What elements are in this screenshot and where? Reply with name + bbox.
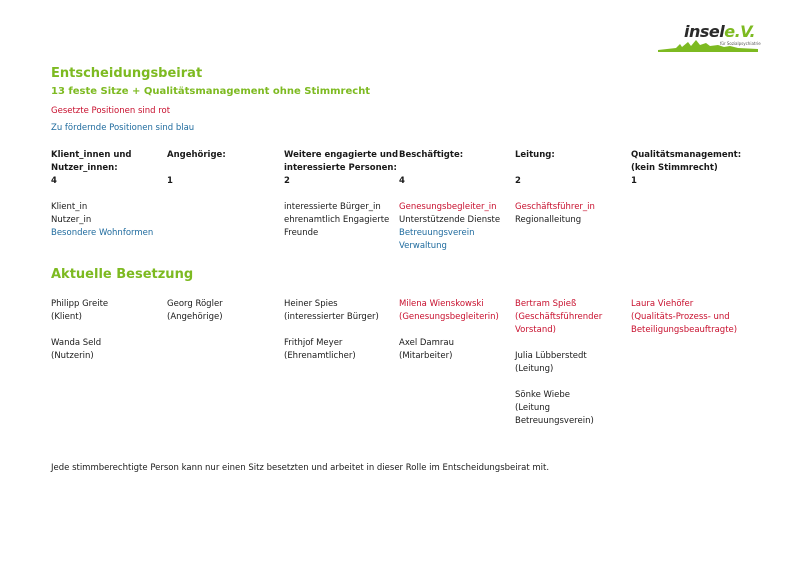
category-count: 2 [284,176,290,186]
member-role: (Angehörige) [167,312,223,322]
spacer [399,162,500,175]
member-name: Sönke Wiebe [515,390,570,400]
member-role: Vorstand) [515,325,556,335]
member-column [167,298,223,324]
member-name: Axel Damrau [399,338,455,348]
category-item: Unterstützende Dienste [399,215,501,225]
page-title: Entscheidungsbeirat [51,66,203,81]
member-name: Frithjof Meyer [284,338,343,348]
logo [658,22,761,54]
category-header: Beschäftigte: [399,150,464,160]
spacer [51,324,108,337]
member-name: Georg Rögler [167,299,223,309]
category-item: interessierte Bürger_in [284,202,381,212]
category-item: Nutzer_in [51,215,92,225]
member-name: Julia Lübberstedt [515,351,587,361]
spacer [515,376,602,389]
member-column [284,298,379,363]
category-item: Regionalleitung [515,215,582,225]
footer-note: Jede stimmberechtigte Person kann nur einen Sitz besetzten und arbeitet in dieser Rolle im Entscheidungsbeirat mit. [51,463,550,473]
category-header: Weitere engagierte und [284,150,399,160]
category-item: ehrenamtlich Engagierte [284,215,390,225]
category-header: Leitung: [515,150,555,160]
besetzung-heading: Aktuelle Besetzung [51,267,194,282]
category-count: 1 [631,176,637,186]
category-column [515,149,595,227]
spacer [284,188,398,201]
member-role: (Mitarbeiter) [399,351,453,361]
category-item: Verwaltung [399,241,447,251]
member-role: (Leitung) [515,364,554,374]
spacer [399,188,500,201]
category-header: (kein Stimmrecht) [631,163,718,173]
legend-blue-note: Zu fördernde Positionen sind blau [51,123,195,133]
category-header: interessierte Personen: [284,163,397,173]
category-header: Nutzer_innen: [51,163,118,173]
member-name: Heiner Spies [284,299,338,309]
spacer [51,188,153,201]
member-role: (Qualitäts-Prozess- und [631,312,730,322]
category-count: 4 [51,176,57,186]
category-item: Klient_in [51,202,88,212]
spacer [515,162,595,175]
member-column [51,298,108,363]
spacer [284,324,379,337]
spacer [515,337,602,350]
member-role: Beteiligungsbeauftragte) [631,325,738,335]
member-role: (Genesungsbegleiterin) [399,312,499,322]
category-column [631,149,741,201]
category-count: 1 [167,176,173,186]
category-count: 2 [515,176,521,186]
member-role: (Geschäftsführender [515,312,603,322]
spacer [631,188,741,201]
legend-red-note: Gesetzte Positionen sind rot [51,106,171,116]
logo-name: insel [684,22,725,41]
member-role: (Klient) [51,312,82,322]
member-column [631,298,737,337]
member-name: Bertram Spieß [515,299,577,309]
member-role: (Ehrenamtlicher) [284,351,356,361]
category-item: Geschäftsführer_in [515,202,595,212]
category-header: Angehörige: [167,150,226,160]
category-count: 4 [399,176,405,186]
logo-suffix: e.V. [724,22,756,41]
spacer [399,324,499,337]
member-column [399,298,499,363]
category-column [167,149,226,201]
category-item: Freunde [284,228,319,238]
member-role: (Nutzerin) [51,351,94,361]
category-item: Betreuungsverein [399,228,475,238]
spacer [515,188,595,201]
member-role: Betreuungsverein) [515,416,594,426]
member-role: (interessierter Bürger) [284,312,379,322]
member-name: Philipp Greite [51,299,109,309]
spacer [167,188,226,201]
member-name: Milena Wienskowski [399,299,484,309]
member-column [515,298,602,428]
member-name: Wanda Seld [51,338,102,348]
page-subtitle: 13 feste Sitze + Qualitätsmanagement ohne Stimmrecht [51,86,371,97]
spacer [167,162,226,175]
category-column [284,149,398,240]
category-header: Qualitätsmanagement: [631,150,742,160]
category-item: Genesungsbegleiter_in [399,202,497,212]
logo-tagline: für Sozialpsychiatrie [720,41,761,46]
category-item: Besondere Wohnformen [51,228,154,238]
category-column [51,149,153,240]
category-header: Klient_innen und [51,150,132,160]
category-column [399,149,500,253]
member-name: Laura Viehöfer [631,299,694,309]
member-role: (Leitung [515,403,550,413]
